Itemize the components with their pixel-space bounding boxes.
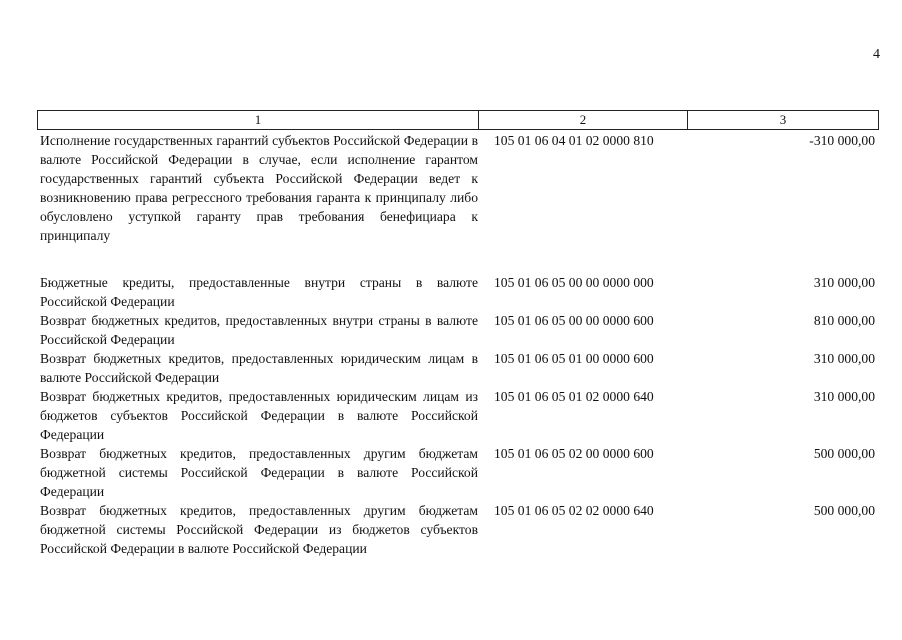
budget-sources-table [37, 110, 879, 558]
row-description: Бюджетные кредиты, предоставленные внутри страны в валюте Российской Федерации [40, 275, 478, 309]
row-budget-code: 105 01 06 05 01 00 0000 600 [494, 351, 654, 366]
table-row [37, 444, 879, 501]
row-budget-code: 105 01 06 05 02 00 0000 600 [494, 446, 654, 461]
row-description: Исполнение государственных гарантий субъектов Российской Федерации в валюте Российской Федерации в случае, если исполнение гарантом государственных гарантий субъекта Российской Федерации ведет к возникновению права регрессного требования гаранта к принципалу либо обусловлено уступкой гаранту прав требования бенефициара к принципалу [40, 133, 478, 243]
table-row [37, 387, 879, 444]
row-budget-code: 105 01 06 05 01 02 0000 640 [494, 389, 654, 404]
row-budget-code: 105 01 06 05 02 02 0000 640 [494, 503, 654, 518]
row-amount: 310 000,00 [813, 275, 875, 290]
column-header-2: 2 [479, 111, 688, 129]
row-description: Возврат бюджетных кредитов, предоставленных другим бюджетам бюджетной системы Российской Федерации из бюджетов субъектов Российской Федерации в валюте Российской Федерации [40, 503, 478, 556]
table-header-row [37, 110, 879, 130]
row-budget-code: 105 01 06 05 00 00 0000 000 [494, 275, 654, 290]
table-row [37, 311, 879, 349]
row-amount: -310 000,00 [809, 133, 875, 148]
row-description: Возврат бюджетных кредитов, предоставленных внутри страны в валюте Российской Федерации [40, 313, 478, 347]
table-row [37, 273, 879, 311]
row-amount: 810 000,00 [813, 313, 875, 328]
row-amount: 500 000,00 [813, 446, 875, 461]
row-description: Возврат бюджетных кредитов, предоставленных другим бюджетам бюджетной системы Российской Федерации в валюте Российской Федерации [40, 446, 478, 499]
column-header-3: 3 [779, 112, 787, 127]
table-row [37, 131, 879, 245]
row-budget-code: 105 01 06 04 01 02 0000 810 [494, 133, 654, 148]
table-body [37, 131, 879, 558]
table-row [37, 501, 879, 558]
column-header-1: 1 [38, 111, 479, 129]
page-number: 4 [873, 47, 880, 62]
table-row [37, 349, 879, 387]
row-description: Возврат бюджетных кредитов, предоставленных юридическим лицам в валюте Российской Федерации [40, 351, 478, 385]
row-amount: 310 000,00 [813, 389, 875, 404]
row-amount: 310 000,00 [813, 351, 875, 366]
row-description: Возврат бюджетных кредитов, предоставленных юридическим лицам из бюджетов субъектов Российской Федерации в валюте Российской Федерации [40, 389, 478, 442]
row-amount: 500 000,00 [813, 503, 875, 518]
row-budget-code: 105 01 06 05 00 00 0000 600 [494, 313, 654, 328]
